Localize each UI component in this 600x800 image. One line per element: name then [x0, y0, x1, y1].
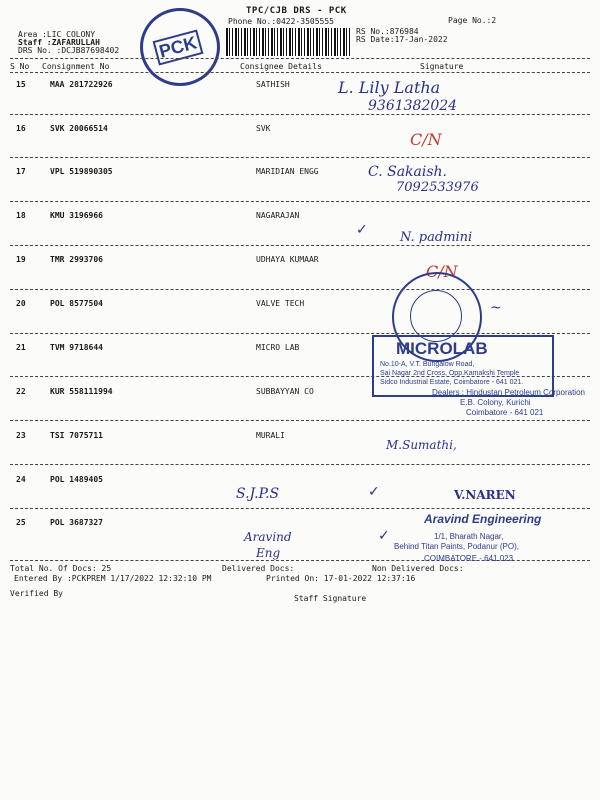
col-sno: S No: [10, 62, 30, 71]
handwritten-cn: C/N: [410, 130, 442, 149]
row-consignee: MICRO LAB: [256, 343, 300, 352]
handwritten-signature: ~: [490, 300, 502, 316]
row-sno: 18: [16, 211, 26, 220]
handwritten-signature: C. Sakaish.: [368, 164, 448, 180]
divider: [10, 58, 590, 59]
col-signature: Signature: [420, 62, 464, 71]
row-consignee: SUBBAYYAN CO: [256, 387, 314, 396]
row-consignment: POL 3687327: [50, 518, 103, 527]
row-consignee: MARIDIAN ENGG: [256, 167, 319, 176]
divider: [10, 114, 590, 115]
divider: [10, 201, 590, 202]
verified-by: Verified By: [10, 589, 63, 598]
row-consignment: TMR 2993706: [50, 255, 103, 264]
rs-number: RS No.:876984: [356, 27, 419, 36]
printed-on: Printed On: 17-01-2022 12:37:16: [266, 574, 416, 583]
divider: [10, 333, 590, 334]
handwritten-signature: M.Sumathi,: [386, 438, 457, 452]
aravind-stamp: Aravind Engineering 1/1, Bharath Nagar, Behind Titan Paints, Podanur (PO), COIMBATORE - 641 023.: [394, 512, 542, 563]
divider: [10, 508, 590, 509]
row-sno: 25: [16, 518, 26, 527]
row-sno: 20: [16, 299, 26, 308]
row-consignment: SVK 20066514: [50, 124, 108, 133]
handwritten-cn: C/N: [426, 262, 458, 281]
row-sno: 24: [16, 475, 26, 484]
col-consignment: Consignment No: [42, 62, 110, 71]
row-consignment: POL 8577504: [50, 299, 103, 308]
entered-by: Entered By :PCKPREM 1/17/2022 12:32:10 PM: [14, 574, 212, 583]
area-label: Area :LIC COLONY: [18, 30, 96, 39]
handwritten-signature: N. padmini: [400, 230, 473, 245]
check-mark-icon: ✓: [368, 484, 380, 500]
handwritten-signature: V.NAREN: [454, 488, 516, 502]
row-sno: 19: [16, 255, 26, 264]
phone-number: Phone No.:0422-3505555: [228, 17, 334, 26]
row-consignee: SVK: [256, 124, 271, 133]
row-consignment: VPL 519890305: [50, 167, 113, 176]
row-consignment: TVM 9718644: [50, 343, 103, 352]
check-mark-icon: ✓: [356, 222, 368, 238]
page-number: Page No.:2: [448, 16, 497, 25]
non-delivered-docs: Non Delivered Docs:: [372, 564, 464, 573]
divider: [10, 289, 590, 290]
row-consignee: VALVE TECH: [256, 299, 305, 308]
staff-signature: Staff Signature: [294, 594, 367, 603]
handwritten-signature: Aravind: [244, 530, 292, 544]
row-consignee: MURALI: [256, 431, 285, 440]
row-consignee: NAGARAJAN: [256, 211, 300, 220]
divider: [10, 464, 590, 465]
staff-label: Staff :ZAFARULLAH: [18, 38, 100, 47]
col-consignee: Consignee Details: [240, 62, 322, 71]
row-sno: 22: [16, 387, 26, 396]
document-title: TPC/CJB DRS - PCK: [246, 6, 347, 16]
divider: [10, 157, 590, 158]
row-sno: 21: [16, 343, 26, 352]
row-consignment: KUR 558111994: [50, 387, 113, 396]
microlab-stamp: MICROLAB No.10-A, V.T. Bungalow Road, Sai Nagar 2nd Cross, Opp.Kamakshi Temple Sidco Industrial Estate, Coimbatore - 641 021.: [372, 335, 554, 397]
rs-date: RS Date:17-Jan-2022: [356, 35, 448, 44]
row-consignee: UDHAYA KUMAAR: [256, 255, 319, 264]
handwritten-signature: L. Lily Latha: [338, 78, 441, 97]
row-consignment: POL 1489405: [50, 475, 103, 484]
handwritten-phone: 7092533976: [396, 180, 479, 195]
row-sno: 17: [16, 167, 26, 176]
row-sno: 16: [16, 124, 26, 133]
delivered-docs: Delivered Docs:: [222, 564, 295, 573]
pck-stamp: PCK: [140, 8, 220, 86]
row-sno: 23: [16, 431, 26, 440]
row-consignment: TSI 7075711: [50, 431, 103, 440]
row-consignment: MAA 281722926: [50, 80, 113, 89]
check-mark-icon: ✓: [378, 528, 390, 544]
drs-number: DRS No. :DCJB87698402: [18, 46, 120, 55]
divider: [10, 245, 590, 246]
handwritten-signature: Eng: [256, 546, 281, 560]
row-consignee: SATHISH: [256, 80, 290, 89]
row-consignment: KMU 3196966: [50, 211, 103, 220]
total-docs: Total No. Of Docs: 25: [10, 564, 112, 573]
row-sno: 15: [16, 80, 26, 89]
dealer-stamp: Dealers : Hindustan Petroleum Corporation E.B. Colony, Kurichi Coimbatore - 641 021: [432, 388, 585, 417]
divider: [10, 72, 590, 73]
handwritten-phone: 9361382024: [368, 98, 458, 114]
handwritten-signature: S.J.P.S: [236, 486, 280, 502]
barcode: [226, 28, 351, 56]
